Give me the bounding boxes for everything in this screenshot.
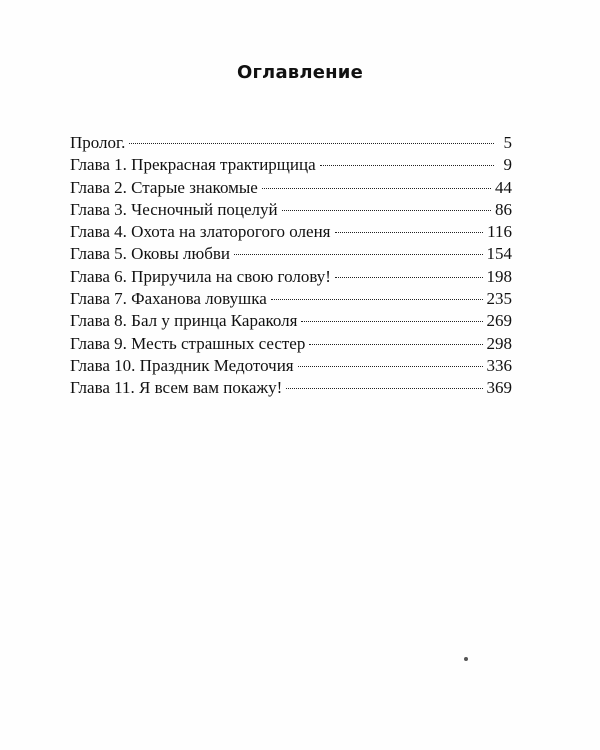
toc-leader-dots — [129, 126, 494, 144]
toc-leader-dots — [301, 304, 482, 322]
toc-entry-title: Глава 8. Бал у принца Караколя — [70, 311, 298, 331]
toc-entry — [70, 375, 512, 397]
toc-entry-title: Глава 7. Фаханова ловушка — [70, 289, 267, 309]
toc-entry-page: 269 — [486, 311, 512, 331]
toc-entry-title: Глава 2. Старые знакомые — [70, 177, 258, 197]
toc-leader-dots — [234, 237, 482, 255]
toc-entry-title: Глава 11. Я всем вам покажу! — [70, 378, 283, 398]
toc-leader-dots — [298, 349, 483, 367]
toc-entry-title: Глава 3. Чесночный поцелуй — [70, 199, 278, 219]
toc-leader-dots — [286, 371, 482, 389]
toc-entry-title: Глава 4. Охота на златорогого оленя — [70, 222, 331, 242]
toc-leader-dots — [335, 260, 483, 278]
toc-entry-page: 235 — [486, 289, 512, 309]
toc-entry-page: 198 — [486, 266, 512, 286]
toc-entry-title: Глава 10. Праздник Медоточия — [70, 355, 294, 375]
toc-entry-page: 336 — [486, 355, 512, 375]
toc-entry-page: 5 — [503, 133, 512, 152]
toc-leader-dots — [320, 148, 494, 166]
toc-entry-title: Глава 1. Прекрасная трактирщица — [70, 155, 316, 175]
toc-entry-page: 9 — [503, 155, 512, 175]
toc-entry-page: 44 — [495, 177, 512, 197]
toc-entry-page: 86 — [495, 199, 512, 219]
print-speck — [464, 657, 468, 661]
toc-leader-dots — [271, 282, 483, 300]
toc-leader-dots — [282, 193, 491, 211]
toc-entry-page: 298 — [486, 333, 512, 353]
toc-entry-page: 154 — [486, 244, 512, 264]
toc-entry-page: 369 — [486, 378, 512, 398]
page-title: Оглавление — [236, 62, 364, 83]
toc-leader-dots — [309, 327, 482, 345]
toc-entry-title: Глава 9. Месть страшных сестер — [70, 333, 306, 353]
table-of-contents — [70, 130, 512, 398]
toc-entry-title: Пролог. — [70, 133, 126, 152]
toc-entry-page: 116 — [487, 222, 512, 242]
toc-leader-dots — [262, 171, 491, 189]
toc-leader-dots — [335, 215, 484, 233]
toc-entry-title: Глава 5. Оковы любви — [70, 244, 231, 264]
toc-entry-title: Глава 6. Приручила на свою голову! — [70, 266, 331, 286]
